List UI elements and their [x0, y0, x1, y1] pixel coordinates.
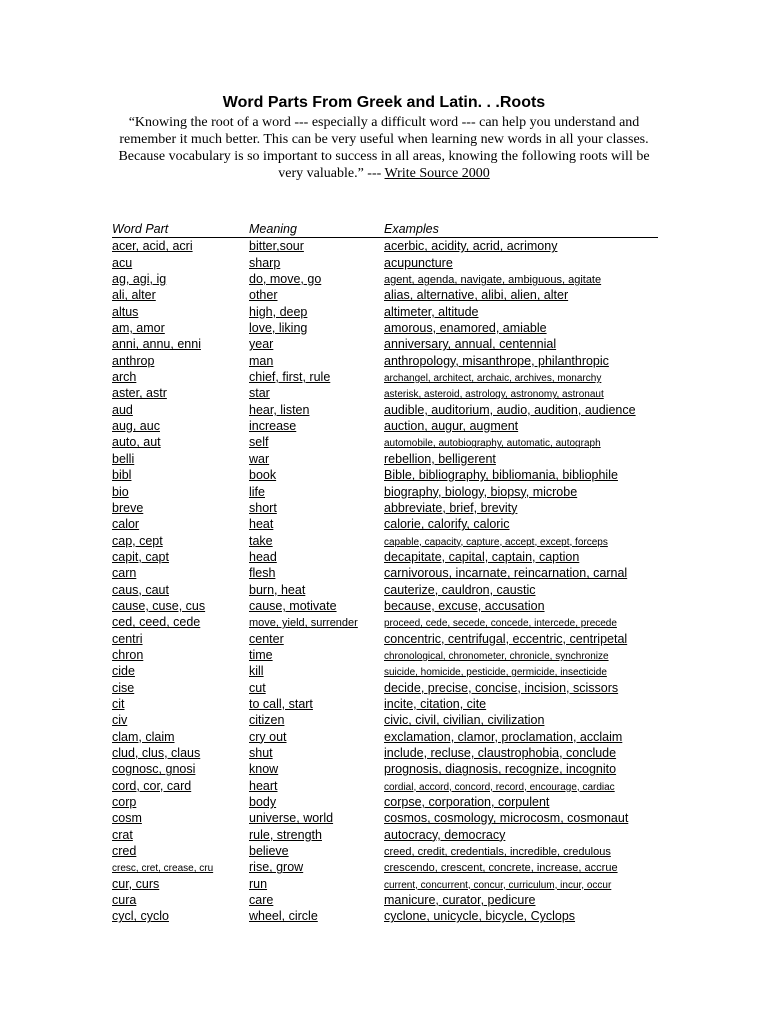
word-part-cell-text: ag, agi, ig: [112, 272, 167, 287]
table-row: [112, 696, 658, 712]
meaning-cell-text: take: [249, 533, 273, 548]
table-row: [112, 434, 658, 450]
examples-cell: [384, 761, 616, 777]
word-part-cell-text: cide: [112, 664, 135, 679]
meaning-cell-text: to call, start: [249, 696, 313, 711]
table-header: [112, 221, 658, 238]
source-citation: Write Source 2000: [384, 166, 490, 181]
meaning-cell-text: do, move, go: [249, 272, 322, 287]
word-part-cell-text: carn: [112, 566, 137, 581]
table-row: [112, 745, 658, 761]
examples-cell-text: calorie, calorify, caloric: [384, 517, 510, 532]
meaning-cell: [249, 565, 275, 581]
meaning-cell: [249, 663, 264, 679]
meaning-cell: [249, 582, 305, 598]
word-part-cell: [112, 647, 143, 663]
meaning-cell-text: self: [249, 435, 269, 450]
word-part-cell-text: capit, capt: [112, 549, 169, 564]
examples-cell: [384, 271, 601, 288]
examples-cell: [384, 287, 568, 303]
examples-cell-text: biography, biology, biopsy, microbe: [384, 484, 578, 499]
examples-cell: [384, 810, 628, 826]
table-row: [112, 255, 658, 271]
meaning-cell-text: rule, strength: [249, 827, 322, 842]
meaning-cell-text: body: [249, 795, 277, 810]
meaning-cell-text: sharp: [249, 255, 281, 270]
examples-cell-text: crescendo, crescent, concrete, increase, accrue: [384, 862, 618, 875]
meaning-cell-text: center: [249, 631, 284, 646]
word-part-cell: [112, 908, 169, 924]
meaning-cell: [249, 549, 277, 565]
table-row: [112, 810, 658, 826]
word-part-cell-text: altus: [112, 304, 139, 319]
word-part-cell-text: centri: [112, 631, 143, 646]
table-row: [112, 794, 658, 810]
word-part-cell-text: cord, cor, card: [112, 778, 192, 793]
table-row: [112, 680, 658, 696]
word-part-cell-text: bibl: [112, 468, 132, 483]
meaning-cell: [249, 745, 273, 761]
examples-cell-text: manicure, curator, pedicure: [384, 893, 536, 908]
meaning-cell: [249, 614, 358, 631]
word-part-cell: [112, 810, 142, 826]
word-part-cell: [112, 434, 161, 450]
table-row: [112, 729, 658, 745]
word-part-cell: [112, 287, 156, 303]
examples-cell-text: chronological, chronometer, chronicle, synchronize: [384, 650, 609, 662]
table-row: [112, 451, 658, 467]
meaning-cell: [249, 369, 330, 385]
examples-cell-text: rebellion, belligerent: [384, 451, 496, 466]
meaning-cell: [249, 353, 273, 369]
meaning-cell: [249, 467, 276, 483]
word-part-cell: [112, 336, 201, 352]
word-part-cell-text: cresc, cret, crease, cru: [112, 863, 214, 875]
examples-cell: [384, 451, 496, 467]
word-part-cell-text: aud: [112, 402, 133, 417]
examples-cell-text: archangel, architect, archaic, archives, monarchy: [384, 373, 602, 385]
word-part-cell-text: acer, acid, acri: [112, 239, 193, 254]
word-part-cell: [112, 696, 125, 712]
word-part-cell: [112, 402, 133, 418]
table-row: [112, 484, 658, 500]
meaning-cell: [249, 287, 278, 303]
word-part-cell-text: arch: [112, 370, 137, 385]
examples-cell: [384, 238, 557, 254]
meaning-cell: [249, 434, 268, 450]
meaning-cell: [249, 516, 273, 532]
meaning-cell: [249, 385, 270, 401]
intro-paragraph: [110, 114, 658, 182]
table-row: [112, 647, 658, 663]
page-title: Word Parts From Greek and Latin. . .Roots: [222, 94, 546, 111]
meaning-cell: [249, 402, 309, 418]
examples-cell-text: capable, capacity, capture, accept, except, forceps: [384, 536, 608, 548]
table-row: [112, 336, 658, 352]
word-part-cell-text: cycl, cyclo: [112, 909, 169, 924]
meaning-cell: [249, 892, 273, 908]
word-part-cell: [112, 467, 131, 483]
examples-cell-text: agent, agenda, navigate, ambiguous, agitate: [384, 274, 602, 287]
word-part-cell-text: cap, cept: [112, 533, 163, 548]
table-row: [112, 778, 658, 794]
examples-cell-text: autocracy, democracy: [384, 827, 506, 842]
word-part-cell: [112, 614, 200, 630]
meaning-cell-text: year: [249, 337, 274, 352]
meaning-cell: [249, 859, 303, 875]
table-row: [112, 761, 658, 777]
meaning-cell: [249, 810, 333, 826]
meaning-cell: [249, 533, 273, 549]
word-part-cell-text: corp: [112, 795, 137, 810]
examples-cell: [384, 418, 518, 434]
word-part-cell: [112, 680, 134, 696]
meaning-cell-text: life: [249, 484, 265, 499]
word-part-cell-text: auto, aut: [112, 435, 161, 450]
word-part-cell: [112, 843, 136, 859]
table-body: [112, 238, 658, 924]
meaning-cell-text: shut: [249, 746, 273, 760]
meaning-cell-text: universe, world: [249, 811, 334, 826]
meaning-cell-text: other: [249, 288, 278, 303]
examples-cell-text: civic, civil, civilian, civilization: [384, 713, 545, 728]
word-part-cell-text: cit: [112, 696, 125, 711]
meaning-cell: [249, 908, 318, 924]
examples-cell: [384, 582, 535, 598]
table-row: [112, 320, 658, 336]
examples-cell: [384, 631, 627, 647]
examples-cell-text: prognosis, diagnosis, recognize, incognito: [384, 762, 617, 777]
word-part-cell-text: cosm: [112, 811, 142, 826]
examples-cell-text: cyclone, unicycle, bicycle, Cyclops: [384, 909, 576, 924]
meaning-cell: [249, 794, 276, 810]
examples-cell-text: amorous, enamored, amiable: [384, 321, 547, 336]
examples-cell-text: Bible, bibliography, bibliomania, bibliophile: [384, 468, 618, 483]
word-part-cell-text: cognosc, gnosi: [112, 762, 196, 777]
word-part-cell-text: ali, alter: [112, 288, 156, 303]
meaning-cell: [249, 876, 267, 892]
meaning-cell: [249, 680, 266, 696]
word-part-cell: [112, 255, 132, 271]
meaning-cell-text: cut: [249, 680, 266, 695]
meaning-cell-text: star: [249, 386, 270, 401]
table-row: [112, 418, 658, 434]
meaning-cell-text: high, deep: [249, 304, 308, 319]
examples-cell: [384, 729, 622, 745]
table-row: [112, 565, 658, 581]
word-part-cell: [112, 565, 136, 581]
word-part-cell: [112, 745, 200, 761]
examples-cell-text: suicide, homicide, pesticide, germicide, insecticide: [384, 667, 607, 679]
examples-cell: [384, 859, 618, 876]
meaning-cell-text: chief, first, rule: [249, 370, 331, 385]
examples-cell: [384, 892, 535, 908]
meaning-cell: [249, 484, 265, 500]
word-part-cell: [112, 516, 139, 532]
meaning-cell-text: head: [249, 549, 277, 564]
meaning-cell: [249, 631, 284, 647]
meaning-cell: [249, 647, 273, 663]
examples-cell-text: proceed, cede, secede, concede, intercede, precede: [384, 618, 617, 630]
intro-quote: “Knowing the root of a word --- especially a difficult word --- can help you understand and remember it much better. This can be very useful when learning new words in all your classes. Because vocabulary is so important to success in all areas, knowing the following roots will be very valuable.” ---: [118, 115, 650, 181]
word-part-cell: [112, 500, 143, 516]
word-part-cell-text: cise: [112, 680, 135, 695]
meaning-cell-text: kill: [249, 664, 264, 679]
examples-cell-text: abbreviate, brief, brevity: [384, 500, 518, 515]
examples-cell: [384, 598, 545, 614]
word-part-cell-text: acu: [112, 255, 133, 270]
table-row: [112, 859, 658, 875]
meaning-cell-text: man: [249, 353, 274, 368]
meaning-cell-text: cause, motivate: [249, 598, 337, 613]
examples-cell: [384, 320, 547, 336]
word-part-cell-text: aug, auc: [112, 419, 160, 434]
meaning-cell-text: time: [249, 647, 273, 662]
table-row: [112, 369, 658, 385]
word-part-cell: [112, 582, 169, 598]
meaning-cell-text: flesh: [249, 566, 276, 581]
examples-cell-text: alias, alternative, alibi, alien, alter: [384, 288, 569, 303]
word-part-cell: [112, 663, 135, 679]
meaning-cell: [249, 598, 337, 614]
word-part-cell: [112, 892, 136, 908]
meaning-cell-text: hear, listen: [249, 402, 310, 417]
word-part-cell: [112, 729, 175, 745]
table-row: [112, 614, 658, 630]
examples-cell: [384, 827, 505, 843]
word-part-cell: [112, 385, 167, 401]
meaning-cell-text: bitter,sour: [249, 239, 304, 254]
word-part-cell-text: civ: [112, 713, 128, 728]
table-row: [112, 582, 658, 598]
meaning-cell-text: book: [249, 468, 277, 483]
meaning-cell: [249, 255, 280, 271]
meaning-cell: [249, 271, 321, 287]
examples-cell-text: altimeter, altitude: [384, 304, 479, 319]
table-row: [112, 385, 658, 401]
word-part-cell-text: cura: [112, 893, 137, 908]
meaning-cell: [249, 238, 304, 254]
meaning-cell: [249, 418, 296, 434]
word-part-cell-text: crat: [112, 827, 133, 842]
meaning-cell: [249, 304, 307, 320]
examples-cell-text: cosmos, cosmology, microcosm, cosmonaut: [384, 811, 629, 826]
examples-cell-text: cauterize, cauldron, caustic: [384, 582, 536, 597]
examples-cell: [384, 712, 544, 728]
table-row: [112, 287, 658, 303]
examples-cell: [384, 908, 575, 924]
examples-cell: [384, 467, 618, 483]
meaning-cell-text: short: [249, 500, 277, 515]
word-part-cell-text: clud, clus, claus: [112, 746, 201, 760]
table-row: [112, 238, 658, 254]
table-row: [112, 827, 658, 843]
word-part-cell: [112, 369, 136, 385]
meaning-cell: [249, 761, 278, 777]
meaning-cell: [249, 843, 289, 859]
table-row: [112, 631, 658, 647]
meaning-cell: [249, 712, 284, 728]
word-part-cell: [112, 320, 165, 336]
examples-cell: [384, 304, 479, 320]
meaning-cell-text: rise, grow: [249, 860, 304, 875]
table-row: [112, 549, 658, 565]
word-part-cell: [112, 304, 138, 320]
examples-cell-text: auction, augur, augment: [384, 419, 519, 434]
word-part-cell-text: ced, ceed, cede: [112, 615, 201, 630]
meaning-cell-text: wheel, circle: [249, 909, 318, 924]
examples-cell: [384, 353, 609, 369]
word-part-cell-text: anni, annu, enni: [112, 337, 201, 352]
word-part-cell: [112, 598, 205, 614]
table-row: [112, 533, 658, 549]
meaning-cell: [249, 500, 277, 516]
word-part-cell-text: cause, cuse, cus: [112, 598, 206, 613]
examples-cell-text: exclamation, clamor, proclamation, acclaim: [384, 729, 623, 744]
table-row: [112, 712, 658, 728]
word-part-cell-text: chron: [112, 647, 144, 662]
meaning-cell-text: heat: [249, 517, 274, 532]
table-row: [112, 876, 658, 892]
meaning-cell-text: heart: [249, 778, 278, 793]
word-part-cell: [112, 353, 154, 369]
meaning-cell: [249, 336, 273, 352]
examples-cell: [384, 500, 517, 516]
word-part-cell: [112, 418, 160, 434]
table-row: [112, 892, 658, 908]
examples-cell-text: decide, precise, concise, incision, scissors: [384, 680, 619, 695]
word-part-cell: [112, 827, 133, 843]
meaning-cell: [249, 320, 307, 336]
examples-cell: [384, 402, 636, 418]
header-word-part: Word Part: [112, 222, 169, 236]
table-row: [112, 500, 658, 516]
table-row: [112, 908, 658, 924]
word-part-cell: [112, 761, 195, 777]
word-part-cell-text: anthrop: [112, 353, 155, 368]
examples-cell-text: audible, auditorium, audio, audition, audience: [384, 402, 636, 417]
word-part-cell-text: cred: [112, 844, 137, 859]
examples-cell-text: include, recluse, claustrophobia, conclude: [384, 746, 617, 760]
examples-cell-text: anthropology, misanthrope, philanthropic: [384, 353, 609, 368]
table-row: [112, 843, 658, 859]
examples-cell: [384, 336, 556, 352]
examples-cell: [384, 516, 510, 532]
examples-cell-text: decapitate, capital, captain, caption: [384, 549, 580, 564]
table-row: [112, 402, 658, 418]
examples-cell-text: acupuncture: [384, 255, 453, 270]
meaning-cell-text: cry out: [249, 729, 287, 744]
examples-cell: [384, 549, 579, 565]
header-examples: Examples: [384, 222, 439, 236]
word-part-cell-text: bio: [112, 484, 129, 499]
table-row: [112, 598, 658, 614]
examples-cell-text: cordial, accord, concord, record, encourage, cardiac: [384, 781, 615, 793]
meaning-cell-text: war: [249, 451, 270, 466]
word-part-cell: [112, 794, 136, 810]
word-part-cell: [112, 238, 193, 254]
table-row: [112, 304, 658, 320]
table-row: [112, 467, 658, 483]
word-part-cell: [112, 631, 143, 647]
table-row: [112, 516, 658, 532]
word-part-cell: [112, 712, 127, 728]
examples-cell-text: current, concurrent, concur, curriculum, incur, occur: [384, 879, 612, 891]
word-part-cell-text: caus, caut: [112, 582, 169, 597]
examples-cell-text: corpse, corporation, corpulent: [384, 795, 550, 810]
table-row: [112, 663, 658, 679]
examples-cell: [384, 484, 577, 500]
examples-cell-text: concentric, centrifugal, eccentric, centripetal: [384, 631, 628, 646]
meaning-cell-text: care: [249, 893, 274, 908]
examples-cell: [384, 794, 549, 810]
examples-cell: [384, 680, 618, 696]
examples-cell-text: anniversary, annual, centennial: [384, 337, 557, 352]
meaning-cell-text: burn, heat: [249, 582, 306, 597]
word-part-cell-text: calor: [112, 517, 140, 532]
word-part-cell: [112, 778, 191, 794]
examples-cell: [384, 696, 486, 712]
word-part-cell: [112, 876, 159, 892]
word-part-cell-text: clam, claim: [112, 729, 175, 744]
examples-cell-text: asterisk, asteroid, astrology, astronomy, astronaut: [384, 389, 604, 401]
word-part-cell-text: am, amor: [112, 321, 165, 336]
meaning-cell: [249, 827, 322, 843]
meaning-cell-text: move, yield, surrender: [249, 617, 358, 630]
meaning-cell-text: increase: [249, 419, 297, 434]
word-part-cell: [112, 533, 163, 549]
examples-cell: [384, 843, 611, 860]
word-part-cell: [112, 271, 166, 287]
meaning-cell-text: run: [249, 876, 268, 891]
meaning-cell-text: citizen: [249, 713, 285, 728]
table-row: [112, 271, 658, 287]
examples-cell-text: creed, credit, credentials, incredible, credulous: [384, 846, 611, 859]
meaning-cell-text: believe: [249, 844, 289, 859]
word-part-cell-text: belli: [112, 451, 135, 466]
meaning-cell: [249, 729, 287, 745]
meaning-cell: [249, 696, 313, 712]
examples-cell: [384, 745, 616, 761]
examples-cell: [384, 255, 453, 271]
meaning-cell: [249, 778, 278, 794]
meaning-cell-text: love, liking: [249, 321, 308, 336]
table-row: [112, 353, 658, 369]
examples-cell-text: because, excuse, accusation: [384, 598, 545, 613]
header-meaning: Meaning: [249, 222, 297, 236]
examples-cell: [384, 565, 627, 581]
roots-table: [112, 221, 658, 925]
meaning-cell-text: know: [249, 762, 279, 777]
word-part-cell: [112, 451, 134, 467]
examples-cell-text: automobile, autobiography, automatic, autograph: [384, 438, 601, 450]
word-part-cell-text: aster, astr: [112, 386, 167, 401]
meaning-cell: [249, 451, 269, 467]
examples-cell-text: carnivorous, incarnate, reincarnation, carnal: [384, 566, 628, 581]
word-part-cell: [112, 484, 129, 500]
word-part-cell-text: cur, curs: [112, 876, 160, 891]
word-part-cell: [112, 549, 169, 565]
examples-cell-text: incite, citation, cite: [384, 696, 487, 711]
examples-cell-text: acerbic, acidity, acrid, acrimony: [384, 239, 558, 254]
word-part-cell-text: breve: [112, 500, 144, 515]
